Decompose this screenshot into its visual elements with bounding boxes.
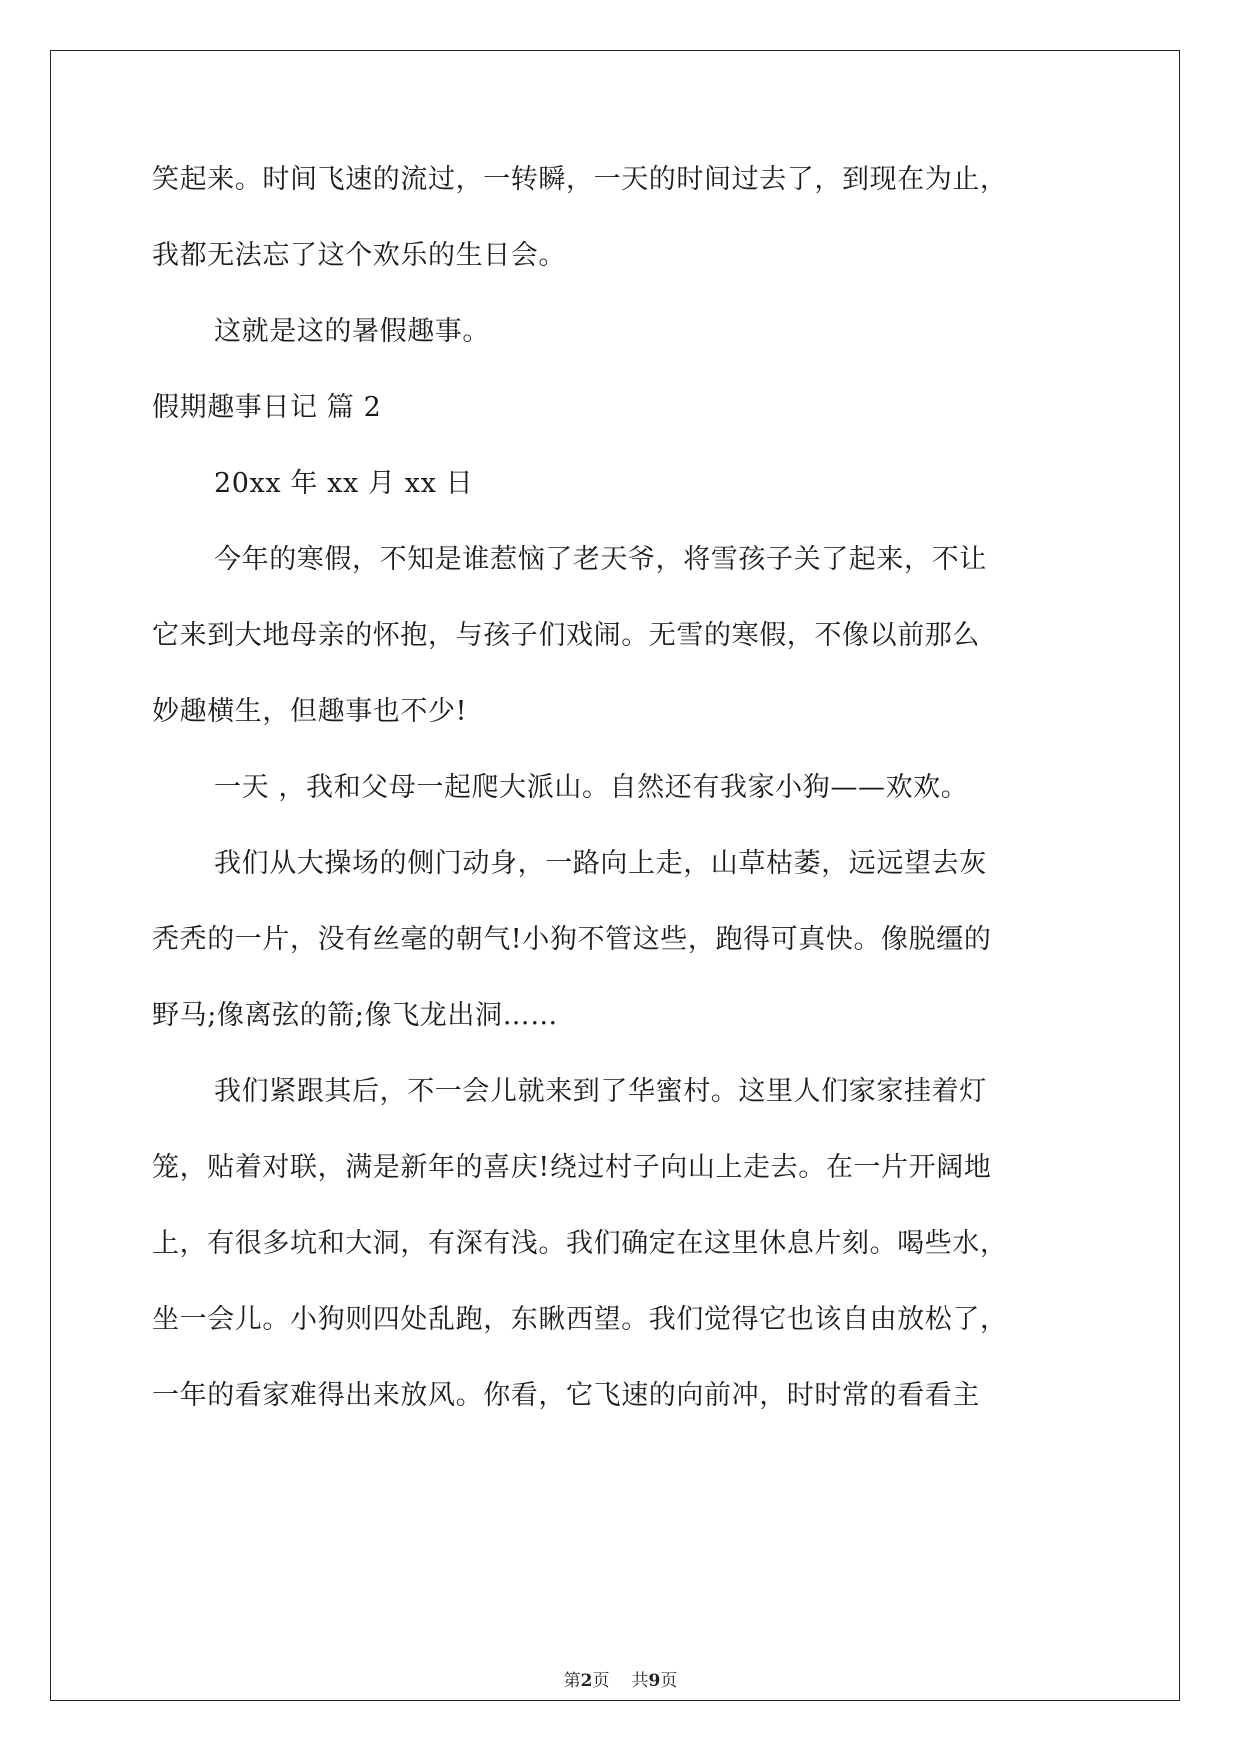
total-prefix: 共 bbox=[631, 1671, 649, 1691]
text-line: 笑起来。时间飞速的流过，一转瞬，一天的时间过去了，到现在为止， bbox=[152, 164, 1008, 195]
date-line: 20xx 年 xx 月 xx 日 bbox=[214, 468, 474, 499]
text-line: 它来到大地母亲的怀抱，与孩子们戏闹。无雪的寒假，不像以前那么 bbox=[152, 620, 980, 651]
total-suffix: 页 bbox=[660, 1671, 678, 1691]
text-line: 今年的寒假，不知是谁惹恼了老天爷，将雪孩子关了起来，不让 bbox=[214, 544, 987, 575]
text-line: 妙趣横生，但趣事也不少! bbox=[152, 696, 468, 727]
text-line: 上，有很多坑和大洞，有深有浅。我们确定在这里休息片刻。喝些水， bbox=[152, 1228, 1008, 1259]
text-line: 我们紧跟其后，不一会儿就来到了华蜜村。这里人们家家挂着灯 bbox=[214, 1076, 987, 1107]
section-heading: 假期趣事日记 篇 2 bbox=[152, 392, 382, 423]
text-line: 笼，贴着对联，满是新年的喜庆!绕过村子向山上走去。在一片开阔地 bbox=[152, 1152, 992, 1183]
text-line: 一天 ，我和父母一起爬大派山。自然还有我家小狗——欢欢。 bbox=[214, 772, 969, 803]
text-line: 秃秃的一片，没有丝毫的朝气!小狗不管这些，跑得可真快。像脱缰的 bbox=[152, 924, 992, 955]
page-prefix: 第 bbox=[563, 1671, 581, 1691]
text-line: 野马;像离弦的箭;像飞龙出洞…… bbox=[152, 1000, 558, 1031]
text-line: 我都无法忘了这个欢乐的生日会。 bbox=[152, 240, 566, 271]
page-suffix: 页 bbox=[592, 1671, 610, 1691]
text-line: 这就是这的暑假趣事。 bbox=[214, 316, 490, 347]
text-line: 我们从大操场的侧门动身，一路向上走，山草枯萎，远远望去灰 bbox=[214, 848, 987, 879]
text-line: 坐一会儿。小狗则四处乱跑，东瞅西望。我们觉得它也该自由放松了， bbox=[152, 1304, 1008, 1335]
page-footer bbox=[0, 1666, 1241, 1691]
total-pages: 9 bbox=[648, 1671, 661, 1691]
page-number: 2 bbox=[580, 1671, 593, 1691]
text-line: 一年的看家难得出来放风。你看，它飞速的向前冲，时时常的看看主 bbox=[152, 1380, 980, 1411]
